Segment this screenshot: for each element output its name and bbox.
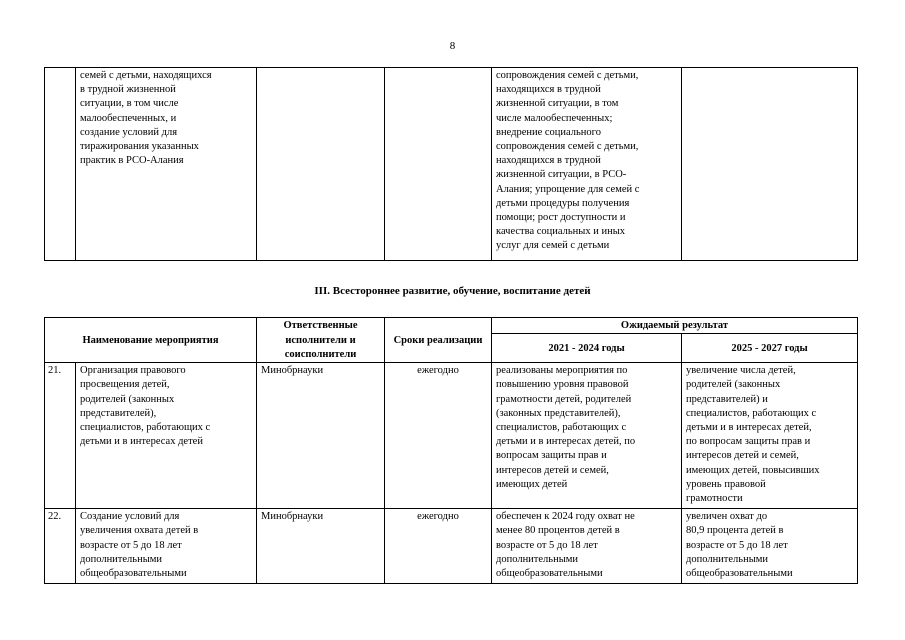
result-2025-2027: увеличение числа детей, родителей (законных представителей) и специалистов, работающих с детьми и в интересах детей, по вопросам защиты прав и интересов детей и семей, имеющих детей, повысивших уровень правовой грамотности xyxy=(682,363,858,509)
header-expected-result: Ожидаемый результат xyxy=(492,318,858,334)
header-executors: Ответственные исполнители и соисполнители xyxy=(257,318,385,363)
page-number: 8 xyxy=(449,40,456,52)
term: ежегодно xyxy=(385,509,492,584)
executor-cell xyxy=(257,68,385,261)
header-terms: Сроки реализации xyxy=(385,318,492,363)
header-activity-name: Наименование мероприятия xyxy=(45,318,257,363)
executor: Минобрнауки xyxy=(257,509,385,584)
term-cell xyxy=(385,68,492,261)
result-2021-2024: обеспечен к 2024 году охват не менее 80 процентов детей в возрасте от 5 до 18 лет дополнительными общеобразовательными xyxy=(492,509,682,584)
row-number: 21. xyxy=(45,363,76,509)
header-period-2021-2024: 2021 - 2024 годы xyxy=(492,334,682,363)
executor: Минобрнауки xyxy=(257,363,385,509)
activity-name: Создание условий для увеличения охвата детей в возрасте от 5 до 18 лет дополнительными общеобразовательными xyxy=(76,509,257,584)
activity-name: Организация правового просвещения детей, родителей (законных представителей), специалистов, работающих с детьми и в интересах детей xyxy=(76,363,257,509)
table-row xyxy=(45,68,858,261)
result-2025-cell xyxy=(682,68,858,261)
continued-table xyxy=(44,67,858,261)
result-2025-2027: увеличен охват до 80,9 процента детей в возрасте от 5 до 18 лет дополнительными общеобразовательными xyxy=(682,509,858,584)
row-number: 22. xyxy=(45,509,76,584)
section-title: III. Всестороннее развитие, обучение, воспитание детей xyxy=(314,285,591,297)
activities-table xyxy=(44,317,858,584)
row-number-cell xyxy=(45,68,76,261)
table-row xyxy=(45,363,858,509)
result-2021-2024: реализованы мероприятия по повышению уровня правовой грамотности детей, родителей (законных представителей), специалистов, работающих с детьми и в интересах детей, по вопросам защиты прав и интересов детей и семей, имеющих детей xyxy=(492,363,682,509)
result-2021-cell: сопровождения семей с детьми, находящихся в трудной жизненной ситуации, в том числе малообеспеченных; внедрение социального сопровождения семей с детьми, находящихся в трудной жизненной ситуации, в РСО- Алания; упрощение для семей с детьми процедуры получения помощи; рост доступности и качества социальных и иных услуг для семей с детьми xyxy=(492,68,682,261)
header-period-2025-2027: 2025 - 2027 годы xyxy=(682,334,858,363)
term: ежегодно xyxy=(385,363,492,509)
table-row xyxy=(45,509,858,584)
activity-name-cell: семей с детьми, находящихся в трудной жизненной ситуации, в том числе малообеспеченных, и создание условий для тиражирования указанных практик в РСО-Алания xyxy=(76,68,257,261)
header-row xyxy=(45,318,858,334)
